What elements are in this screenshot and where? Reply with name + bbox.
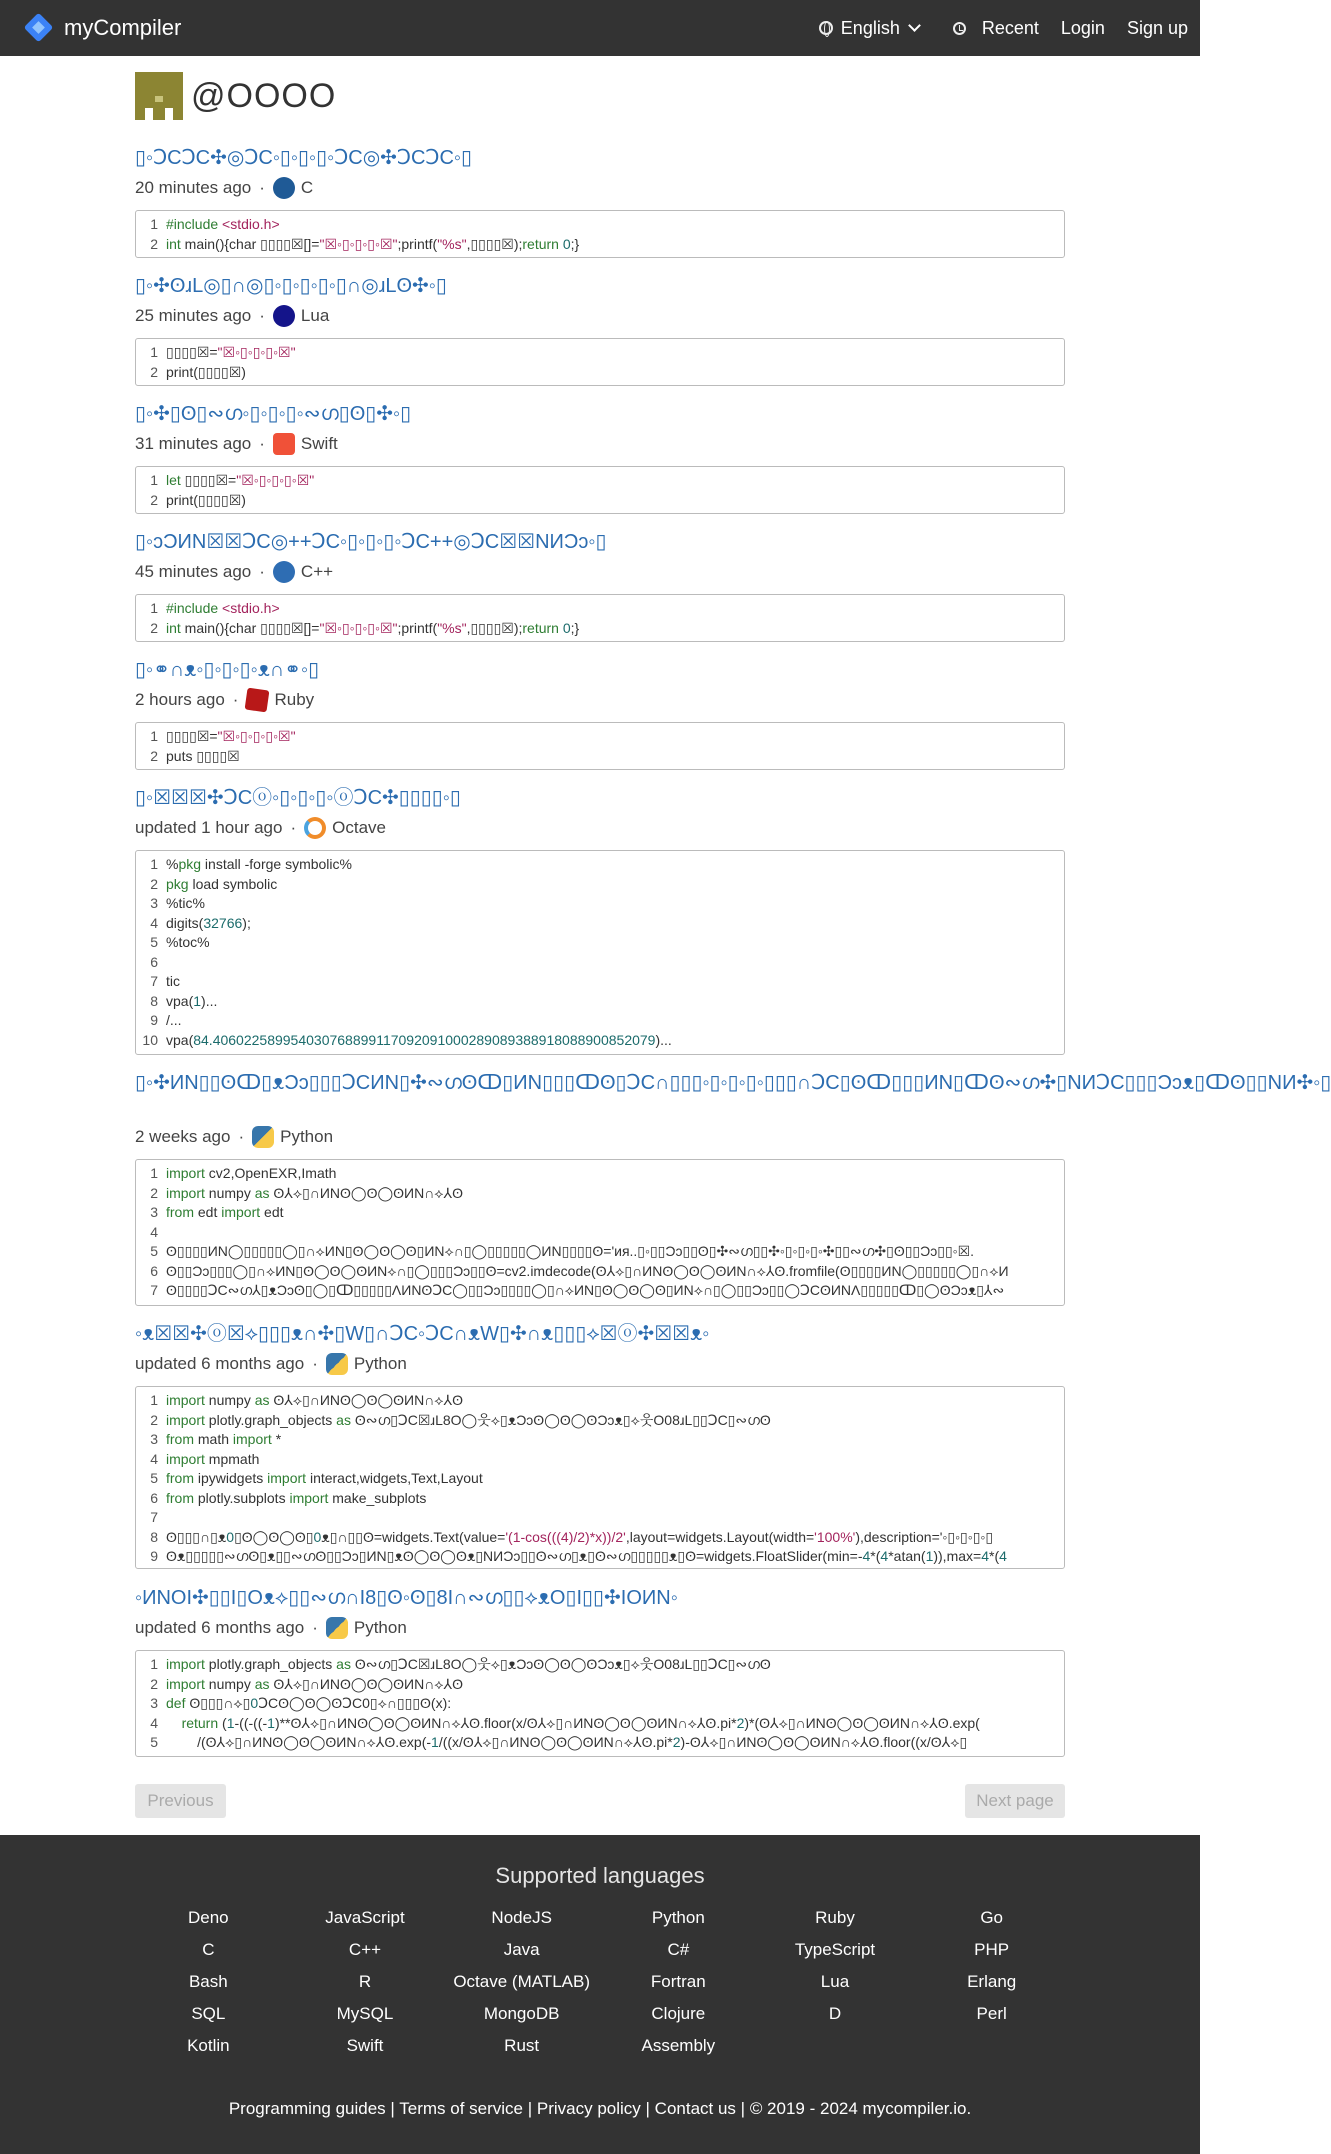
code-text: import mpmath: [166, 1450, 260, 1467]
snippet-language: C++: [300, 562, 334, 581]
code-line: [136, 1262, 1064, 1282]
line-number: 3: [150, 1204, 158, 1220]
code-line: [136, 599, 1064, 619]
line-number: 1: [150, 856, 158, 872]
line-number: 8: [150, 992, 158, 1009]
separator-dot: ·: [238, 1127, 245, 1146]
line-number: 7: [150, 1509, 158, 1525]
snippet-title-link[interactable]: ▯◦✣▯ʘ▯∾ഗ◦▯◦▯◦▯◦∾ഗ▯ʘ▯✣◦▯: [135, 403, 412, 425]
snippet-language: Python: [353, 1354, 407, 1373]
code-text: ▯▯▯▯☒="☒◦▯◦▯◦▯◦☒": [166, 344, 296, 360]
line-number: 8: [150, 1528, 158, 1545]
code-line: [136, 1733, 1064, 1753]
line-number: 2: [150, 1675, 158, 1692]
login-link[interactable]: Login: [1060, 17, 1105, 38]
code-line: [136, 1675, 1064, 1695]
code-text: ▯▯▯▯☒="☒◦▯◦▯◦▯◦☒": [166, 728, 296, 744]
snippet-meta: [135, 1124, 333, 1150]
footer-language-link[interactable]: Octave (MATLAB): [453, 1972, 590, 1991]
code-text: print(▯▯▯▯☒): [166, 491, 246, 508]
snippet-time: 2 hours ago: [135, 690, 225, 709]
history-icon: [953, 22, 966, 35]
footer-language-link[interactable]: Clojure: [651, 2004, 706, 2023]
line-number: 2: [150, 875, 158, 892]
snippet-language: Swift: [300, 434, 338, 453]
code-text: import cv2,OpenEXR,Imath: [166, 1165, 337, 1181]
footer-language-link[interactable]: MongoDB: [483, 2004, 560, 2023]
separator-dot: ·: [312, 1354, 318, 1373]
line-number: 7: [150, 1282, 158, 1298]
line-number: 4: [150, 1223, 158, 1240]
code-text: import numpy as ʘ⅄⟡▯∩ИNʘ◯ʘ◯ʘИN∩⟡⅄ʘ: [166, 1392, 463, 1408]
privacy-link[interactable]: Privacy policy: [536, 2099, 641, 2118]
code-text: import plotly.graph_objects as ʘ∾ഗ▯ↃC☒ɹL8O◯웃⟡▯ᴥƆↄʘ◯ʘ◯ʘƆↄᴥ▯⟡웃O08ɹL▯▯ↃC▯∾ഗʘ: [166, 1411, 771, 1428]
snippet-language: Python: [280, 1127, 334, 1146]
language-label: English: [840, 17, 900, 38]
brand-link[interactable]: [24, 13, 181, 43]
line-number: 9: [150, 1548, 158, 1564]
line-number: 2: [150, 619, 158, 636]
code-line: [136, 1011, 1064, 1031]
python-language-icon: [252, 1126, 274, 1148]
snippet-title-link[interactable]: ▯◦✣ʘɹL◎▯∩◎▯◦▯◦▯◦▯◦▯∩◎ɹLʘ✣◦▯: [135, 275, 447, 297]
language-selector[interactable]: [819, 18, 919, 39]
line-number: 2: [150, 1184, 158, 1201]
code-line: [136, 992, 1064, 1012]
footer-language-link[interactable]: Bash: [188, 1972, 228, 1991]
code-text: %tic%: [166, 895, 205, 911]
contact-link[interactable]: Contact us: [654, 2099, 736, 2118]
line-number: 5: [150, 934, 158, 950]
footer-language-link[interactable]: Deno: [188, 1908, 229, 1927]
footer-language-link[interactable]: Java: [503, 1940, 540, 1959]
code-text: from math import *: [166, 1431, 282, 1447]
code-text: pkg load symbolic: [166, 875, 278, 892]
line-number: 1: [150, 1656, 158, 1672]
programming-guides-link[interactable]: Programming guides: [228, 2099, 386, 2118]
snippet-meta: [135, 1351, 407, 1377]
footer-language-link[interactable]: Erlang: [967, 1972, 1017, 1991]
snippet-time: updated 1 hour ago: [135, 818, 283, 837]
code-text: return (1-((-((-1)**ʘ⅄⟡▯∩ИNʘ◯ʘ◯ʘИN∩⟡⅄ʘ.floor(x/ʘ⅄⟡▯∩ИNʘ◯ʘ◯ʘИN∩⟡⅄ʘ.pi*2)*(ʘ⅄⟡▯∩ИNʘ◯ʘ◯ʘИN∩⟡⅄ʘ.exp(: [181, 1714, 980, 1731]
line-number: 9: [150, 1012, 158, 1028]
code-text: import numpy as ʘ⅄⟡▯∩ИNʘ◯ʘ◯ʘИN∩⟡⅄ʘ: [166, 1184, 463, 1201]
recent-label: Recent: [981, 17, 1039, 38]
snippet-language: Lua: [300, 306, 330, 325]
code-line: [136, 619, 1064, 639]
snippet-title-link[interactable]: ▯◦ↃCↃC✣◎ↃC◦▯◦▯◦▯◦ↃC◎✣ↃCↃC◦▯: [135, 147, 473, 169]
code-line: [136, 1223, 1064, 1243]
code-preview[interactable]: [135, 1386, 1065, 1569]
line-number: 2: [150, 491, 158, 508]
code-line: [136, 1281, 1064, 1301]
footer-language-link[interactable]: Ruby: [815, 1908, 855, 1927]
code-line: [136, 953, 1064, 973]
separator-dot: ·: [232, 690, 239, 709]
code-line: [136, 1450, 1064, 1470]
code-text: import numpy as ʘ⅄⟡▯∩ИNʘ◯ʘ◯ʘИN∩⟡⅄ʘ: [166, 1675, 463, 1692]
footer-language-link[interactable]: Go: [980, 1908, 1003, 1927]
snippet-meta: [135, 175, 313, 201]
footer-language-link[interactable]: Assembly: [641, 2036, 716, 2055]
separator-dot: ·: [259, 562, 265, 581]
supported-languages-grid: [130, 1907, 1070, 2057]
profile-header: [135, 72, 336, 120]
top-navbar: [0, 0, 1200, 56]
separator-dot: ·: [259, 178, 265, 197]
line-number: 1: [150, 472, 158, 488]
code-line: [136, 1508, 1064, 1528]
snippet-meta: [135, 815, 386, 841]
code-text: digits(32766);: [166, 914, 251, 931]
code-line: [136, 491, 1064, 511]
terms-link[interactable]: Terms of service: [399, 2099, 523, 2118]
snippet-language: C: [300, 178, 314, 197]
code-text: int main(){char ▯▯▯▯☒[]="☒◦▯◦▯◦▯◦☒";printf("%s",▯▯▯▯☒);return 0;}: [166, 235, 580, 252]
line-number: 3: [150, 1695, 158, 1711]
snippet-time: 31 minutes ago: [135, 434, 252, 453]
code-text: puts ▯▯▯▯☒: [166, 747, 240, 764]
footer-language-link[interactable]: MySQL: [336, 2004, 394, 2023]
code-preview[interactable]: [135, 1650, 1065, 1757]
code-line: [136, 1528, 1064, 1548]
code-text: ʘ▯▯Ɔↄ▯▯▯◯▯∩⟡ИN▯ʘ◯ʘ◯ʘИN⟡∩▯◯▯▯▯Ɔↄ▯▯ʘ=cv2.imdecode(ʘ⅄⟡▯∩ИNʘ◯ʘ◯ʘИN∩⟡⅄ʘ.fromfile(ʘ▯▯▯▯ИN◯▯▯▯▯▯◯▯∩⟡И: [166, 1262, 1009, 1279]
swift-language-icon: [273, 433, 295, 455]
code-line: [136, 972, 1064, 992]
footer-language-link[interactable]: Perl: [976, 2004, 1007, 2023]
footer-language-link[interactable]: PHP: [974, 1940, 1010, 1959]
mycompiler-logo-icon: [24, 13, 54, 43]
snippet-meta: [135, 431, 338, 457]
code-line: [136, 894, 1064, 914]
code-line: [136, 1391, 1064, 1411]
python-language-icon: [326, 1353, 348, 1375]
code-line: [136, 235, 1064, 255]
code-text: int main(){char ▯▯▯▯☒[]="☒◦▯◦▯◦▯◦☒";printf("%s",▯▯▯▯☒);return 0;}: [166, 619, 580, 636]
line-number: 10: [142, 1031, 158, 1048]
code-text: ʘᴥ▯▯▯▯▯∾ഗʘ▯ᴥ▯▯∾ഗʘ▯▯Ɔↄ▯ИN▯ᴥʘ◯ʘ◯ʘᴥ▯NИƆↄ▯▯ʘ∾ഗ▯ᴥ▯ʘ∾ഗ▯▯▯▯▯ᴥ▯ʘ=widgets.FloatSlider(min=-4*(4*atan(1)),max=4*(4: [166, 1548, 1007, 1564]
code-line: [136, 1242, 1064, 1262]
line-number: 3: [150, 1431, 158, 1447]
footer-language-link[interactable]: C++: [348, 1940, 382, 1959]
code-line: [136, 1411, 1064, 1431]
footer-language-link[interactable]: SQL: [191, 2004, 226, 2023]
footer: [0, 1835, 1200, 2154]
snippet-meta: [135, 1615, 407, 1641]
line-number: 1: [150, 600, 158, 616]
code-line: [136, 1655, 1064, 1675]
footer-language-link[interactable]: Fortran: [650, 1972, 706, 1991]
chevron-down-icon: [908, 19, 921, 32]
code-preview[interactable]: [135, 210, 1065, 258]
code-preview[interactable]: [135, 338, 1065, 386]
ruby-language-icon: [245, 688, 270, 713]
code-text: vpa(84.406022589954030768899117092091000289089388918088900852079)...: [166, 1031, 672, 1048]
code-text: let ▯▯▯▯☒="☒◦▯◦▯◦▯◦☒": [166, 472, 315, 488]
code-line: [136, 933, 1064, 953]
code-line: [136, 1489, 1064, 1509]
code-text: ʘ▯▯▯▯ↃC∾ഗ⅄▯ᴥƆↄʘ▯◯▯ↀ▯▯▯▯▯ɅИNʘↃC◯▯▯Ɔↄ▯▯▯▯◯▯∩⟡ИN▯ʘ◯ʘ◯ʘ▯ИN⟡∩▯◯▯▯Ɔↄ▯▯◯ↃCʘИNɅ▯▯▯▯▯ↀ▯◯ʘƆↄᴥ▯⅄∾: [166, 1282, 1005, 1298]
cpp-language-icon: [273, 561, 295, 583]
snippet-time: 45 minutes ago: [135, 562, 252, 581]
globe-icon: [819, 21, 833, 35]
footer-language-link[interactable]: NodeJS: [491, 1908, 552, 1927]
code-line: [136, 363, 1064, 383]
line-number: 5: [150, 1243, 158, 1259]
snippet-language: Octave: [332, 818, 386, 837]
recent-link[interactable]: [953, 18, 1039, 39]
separator-dot: ·: [259, 306, 265, 325]
footer-links: Programming guides | Terms of service | Privacy policy | Contact us | © 2019 - 2024 mycompiler.io.: [228, 2099, 972, 2118]
line-number: 5: [150, 1734, 158, 1750]
code-text: vpa(1)...: [166, 992, 218, 1009]
separator-dot: ·: [259, 434, 265, 453]
code-line: [136, 343, 1064, 363]
lua-language-icon: [273, 305, 295, 327]
footer-language-link[interactable]: Python: [651, 1908, 705, 1927]
brand-name: myCompiler: [64, 15, 182, 40]
footer-language-link[interactable]: JavaScript: [325, 1908, 405, 1927]
profile-username: @OOOO: [191, 76, 337, 115]
code-preview[interactable]: [135, 722, 1065, 770]
code-line: [136, 1031, 1064, 1051]
snippet-title-link[interactable]: ◦ᴥ☒☒✣ⓞ☒⟡▯▯▯ᴥ∩✣▯W▯∩ↃC◦ↃC∩ᴥW▯✣∩ᴥ▯▯▯⟡☒ⓞ✣☒☒ᴥ◦: [135, 1323, 710, 1345]
line-number: 6: [150, 953, 158, 970]
line-number: 6: [150, 1262, 158, 1279]
line-number: 7: [150, 973, 158, 989]
code-line: [136, 1714, 1064, 1734]
footer-language-link[interactable]: C: [202, 1940, 215, 1959]
code-preview[interactable]: [135, 594, 1065, 642]
code-text: ʘ▯▯▯∩▯ᴥ0▯ʘ◯ʘ◯ʘ▯0ᴥ▯∩▯▯ʘ=widgets.Text(value='(1-cos(((4)/2)*x))/2',layout=widgets.Layout(width='100%'),description='◦▯◦▯◦▯◦▯: [166, 1528, 994, 1545]
footer-language-link[interactable]: TypeScript: [794, 1940, 876, 1959]
line-number: 4: [150, 1450, 158, 1467]
footer-language-link[interactable]: Lua: [820, 1972, 850, 1991]
footer-language-link[interactable]: D: [828, 2004, 842, 2023]
separator-dot: ·: [312, 1618, 318, 1637]
snippet-meta: [135, 303, 329, 329]
previous-page-button[interactable]: Previous: [135, 1784, 226, 1818]
line-number: 1: [150, 216, 158, 232]
code-line: [136, 471, 1064, 491]
snippet-title-link[interactable]: ▯◦☒☒☒✣ↃCⓞ◦▯◦▯◦▯◦ⓞↃC✣▯▯▯▯◦▯: [135, 787, 461, 809]
snippet-time: 2 weeks ago: [135, 1127, 231, 1146]
snippet-language: Python: [353, 1618, 407, 1637]
snippet-time: updated 6 months ago: [135, 1618, 305, 1637]
line-number: 1: [150, 344, 158, 360]
code-text: print(▯▯▯▯☒): [166, 363, 246, 380]
code-text: from edt import edt: [166, 1204, 284, 1220]
code-text: tic: [166, 973, 180, 989]
c-language-icon: [273, 177, 295, 199]
snippet-title-link[interactable]: ▯◦✣ИN▯▯ʘↀ▯ᴥƆↄ▯▯▯ↃCИN▯✣∾ഗʘↀ▯ИN▯▯▯ↀʘ▯ↃC∩▯▯▯◦▯◦▯◦▯◦▯▯▯∩ↃC▯ʘↀ▯▯▯ИN▯ↀʘ∾ഗ✣▯NИↃC▯▯▯Ɔↄᴥ▯ↀʘ▯▯NИ✣◦▯: [135, 1072, 1331, 1094]
line-number: 4: [150, 914, 158, 931]
code-line: [136, 914, 1064, 934]
footer-language-link[interactable]: C#: [667, 1940, 690, 1959]
snippet-title-link[interactable]: ◦ИNOI✣▯▯I▯Oᴥ⟡▯▯∾ഗ∩I8▯ʘ◦ʘ▯8I∩∾ഗ▯▯⟡ᴥO▯I▯▯✣IOИN◦: [135, 1587, 678, 1609]
signup-link[interactable]: Sign up: [1126, 17, 1188, 38]
code-preview[interactable]: [135, 466, 1065, 514]
code-text: ʘ▯▯▯▯ИN◯▯▯▯▯▯◯▯∩⟡ИN▯ʘ◯ʘ◯ʘ▯ИN⟡∩▯◯▯▯▯▯▯◯ИN▯▯▯▯ʘ='ᴎᴙ..▯◦▯▯Ɔↄ▯▯ʘ▯✣∾ഗ▯▯✣◦▯◦▯◦▯◦✣▯▯∾ഗ✣▯ʘ▯▯Ɔↄ▯▯◦☒.: [166, 1243, 975, 1259]
code-line: [136, 747, 1064, 767]
line-number: 1: [150, 1165, 158, 1181]
snippet-language: Ruby: [274, 690, 315, 709]
code-line: [136, 855, 1064, 875]
snippet-meta: [135, 687, 314, 713]
footer-title: Supported languages: [495, 1863, 705, 1888]
line-number: 2: [150, 1411, 158, 1428]
snippet-time: 25 minutes ago: [135, 306, 252, 325]
line-number: 5: [150, 1470, 158, 1486]
code-text: #include <stdio.h>: [166, 216, 280, 232]
snippet-title-link[interactable]: ▯◦⚭∩ᴥ◦▯◦▯◦▯◦ᴥ∩⚭◦▯: [135, 659, 320, 681]
footer-language-link[interactable]: R: [358, 1972, 372, 1991]
line-number: 2: [150, 363, 158, 380]
line-number: 3: [150, 895, 158, 911]
code-line: [136, 1694, 1064, 1714]
code-preview[interactable]: [135, 850, 1065, 1055]
code-line: [136, 1547, 1064, 1567]
line-number: 6: [150, 1489, 158, 1506]
snippet-meta: [135, 559, 333, 585]
next-page-button[interactable]: Next page: [965, 1784, 1065, 1818]
line-number: 4: [150, 1714, 158, 1731]
code-line: [136, 1469, 1064, 1489]
code-line: [136, 215, 1064, 235]
code-text: from ipywidgets import interact,widgets,Text,Layout: [166, 1470, 483, 1486]
python-language-icon: [326, 1617, 348, 1639]
line-number: 1: [150, 728, 158, 744]
code-line: [136, 1203, 1064, 1223]
code-text: def ʘ▯▯▯∩⟡▯0ↃCʘ◯ʘ◯ʘↃC0▯⟡∩▯▯▯ʘ(x):: [166, 1695, 452, 1711]
copyright-text: © 2019 - 2024 mycompiler.io.: [749, 2099, 972, 2118]
footer-language-link[interactable]: Swift: [346, 2036, 384, 2055]
line-number: 2: [150, 747, 158, 764]
code-text: #include <stdio.h>: [166, 600, 280, 616]
code-preview[interactable]: [135, 1159, 1065, 1306]
footer-language-link[interactable]: Rust: [504, 2036, 540, 2055]
code-line: [136, 875, 1064, 895]
avatar: [135, 72, 183, 120]
line-number: 2: [150, 235, 158, 252]
code-line: [136, 1184, 1064, 1204]
code-text: /(ʘ⅄⟡▯∩ИNʘ◯ʘ◯ʘИN∩⟡⅄ʘ.exp(-1/((x/ʘ⅄⟡▯∩ИNʘ◯ʘ◯ʘИN∩⟡⅄ʘ.pi*2)-ʘ⅄⟡▯∩ИNʘ◯ʘ◯ʘИN∩⟡⅄ʘ.floor((x/ʘ⅄⟡▯: [166, 1734, 968, 1750]
code-text: %toc%: [166, 934, 210, 950]
snippet-time: updated 6 months ago: [135, 1354, 305, 1373]
code-line: [136, 727, 1064, 747]
code-text: %pkg install -forge symbolic%: [166, 856, 352, 872]
separator-dot: ·: [290, 818, 297, 837]
code-text: import plotly.graph_objects as ʘ∾ഗ▯ↃC☒ɹL8O◯웃⟡▯ᴥƆↄʘ◯ʘ◯ʘƆↄᴥ▯⟡웃O08ɹL▯▯ↃC▯∾ഗʘ: [166, 1656, 771, 1672]
code-text: /...: [166, 1012, 182, 1028]
snippet-time: 20 minutes ago: [135, 178, 252, 197]
snippet-title-link[interactable]: ▯◦ↄƆИN☒☒ↃC◎++ↃC◦▯◦▯◦▯◦ↃC++◎ↃC☒☒NИƆↄ◦▯: [135, 531, 607, 553]
octave-language-icon: [304, 817, 326, 839]
line-number: 1: [150, 1392, 158, 1408]
code-text: from plotly.subplots import make_subplots: [166, 1489, 427, 1506]
footer-language-link[interactable]: Kotlin: [187, 2036, 230, 2055]
code-line: [136, 1164, 1064, 1184]
code-line: [136, 1430, 1064, 1450]
